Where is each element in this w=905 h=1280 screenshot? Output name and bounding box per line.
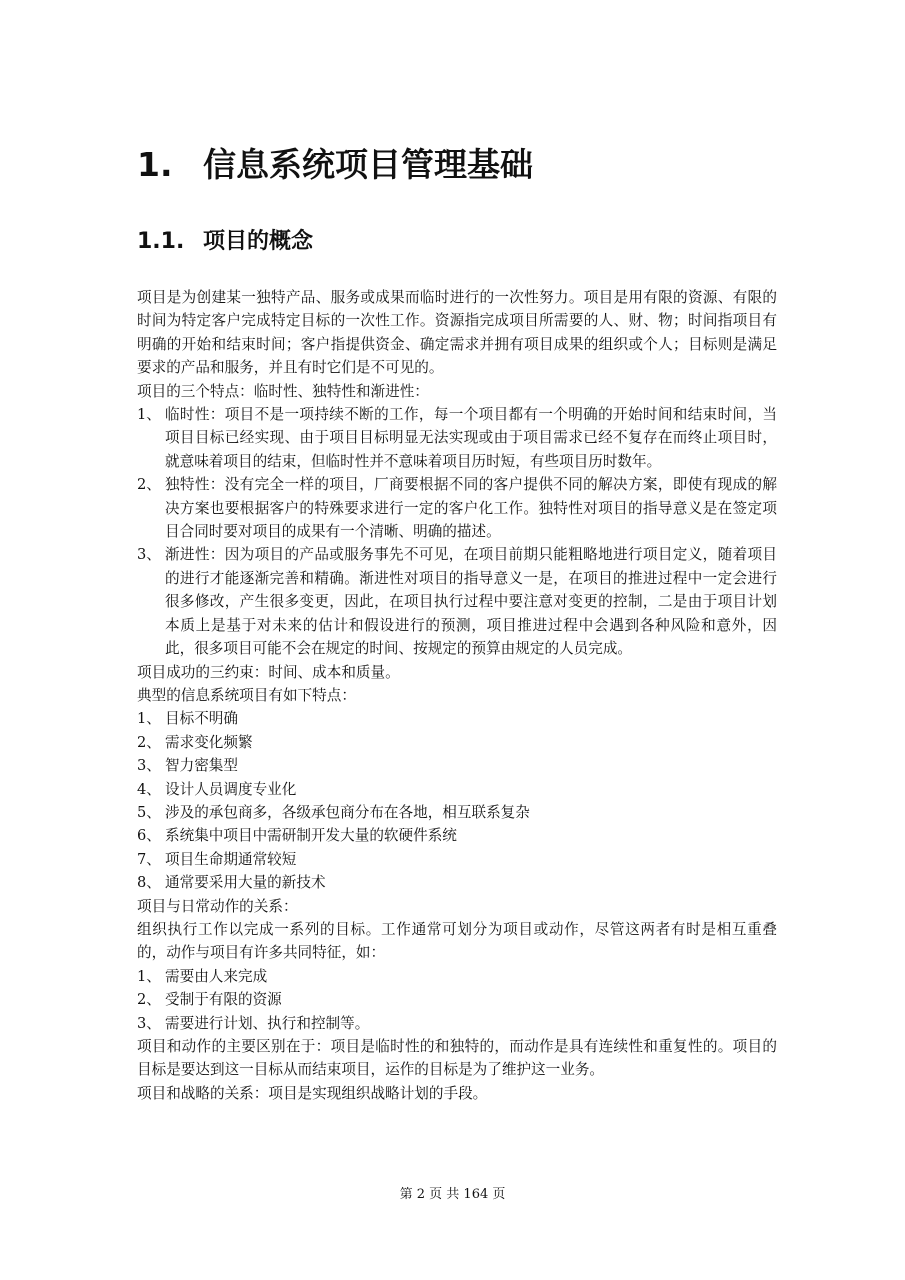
section-body (137, 286, 777, 1105)
list-text: 受制于有限的资源 (165, 991, 282, 1009)
list-number: 8、 (137, 874, 161, 892)
chapter-heading (137, 141, 533, 189)
list-text: 渐进性：因为项目的产品或服务事先不可见，在项目前期只能粗略地进行项目定义，随着项目的进行才能逐渐完善和精确。渐进性对项目的指导意义一是，在项目的推进过程中一定会进行很多修改，产生很多变更，因此，在项目执行过程中要注意对变更的控制，二是由于项目计划本质上是基于对未来的估计和假设进行的预测，项目推进过程中会遇到各种风险和意外，因此，很多项目可能不会在规定的时间、按规定的预算由规定的人员完成。 (165, 546, 777, 658)
list-text: 系统集中项目中需研制开发大量的软硬件系统 (165, 827, 457, 845)
strategy-paragraph: 项目和战略的关系：项目是实现组织战略计划的手段。 (137, 1084, 488, 1102)
list-item (137, 754, 777, 777)
list-item (137, 801, 777, 824)
list-text: 独特性：没有完全一样的项目，厂商要根据不同的客户提供不同的解决方案，即使有现成的解决方案也要根据客户的特殊要求进行一定的客户化工作。独特性对项目的指导意义是在签定项目合同时要对项目的成果有一个清晰、明确的描述。 (165, 476, 777, 541)
list-item (137, 403, 777, 473)
list-text: 目标不明确 (165, 710, 238, 728)
list-number: 1、 (137, 406, 161, 424)
list-item (137, 778, 777, 801)
list-number: 4、 (137, 780, 161, 798)
list-text: 涉及的承包商多，各级承包商分布在各地，相互联系复杂 (165, 803, 530, 821)
features-intro: 项目的三个特点：临时性、独特性和渐进性： (137, 382, 429, 400)
list-number: 1、 (137, 967, 161, 985)
list-text: 项目生命期通常较短 (165, 850, 297, 868)
traits-intro: 典型的信息系统项目有如下特点： (137, 686, 356, 704)
list-item (137, 824, 777, 847)
list-number: 2、 (137, 733, 161, 751)
list-number: 2、 (137, 476, 161, 494)
operations-heading-line: 项目与日常动作的关系： (137, 897, 298, 915)
list-number: 7、 (137, 850, 161, 868)
difference-paragraph: 项目和动作的主要区别在于：项目是临时性的和独特的，而动作是具有连续性和重复性的。项目的目标是要达到这一目标从而结束项目，运作的目标是为了维护这一业务。 (137, 1038, 777, 1079)
list-item (137, 543, 777, 660)
list-item (137, 871, 777, 894)
list-item (137, 473, 777, 543)
list-number: 2、 (137, 991, 161, 1009)
section-heading (137, 225, 313, 259)
constraints-paragraph: 项目成功的三约束：时间、成本和质量。 (137, 663, 400, 681)
chapter-number: 1. (137, 145, 173, 184)
list-item (137, 1012, 777, 1035)
list-text: 需要进行计划、执行和控制等。 (165, 1014, 370, 1032)
list-item (137, 731, 777, 754)
project-definition-paragraph: 项目是为创建某一独特产品、服务或成果而临时进行的一次性努力。项目是用有限的资源、有限的时间为特定客户完成特定目标的一次性工作。资源指完成项目所需要的人、财、物；时间指项目有明确的开始和结束时间；客户指提供资金、确定需求并拥有项目成果的组织或个人；目标则是满足要求的产品和服务，并且有时它们是不可见的。 (137, 289, 777, 377)
list-item (137, 848, 777, 871)
list-text: 智力密集型 (165, 757, 238, 775)
list-item (137, 988, 777, 1011)
section-number: 1.1. (137, 229, 185, 254)
list-number: 3、 (137, 546, 161, 564)
list-number: 6、 (137, 827, 161, 845)
section-title: 项目的概念 (203, 229, 314, 254)
list-number: 3、 (137, 757, 161, 775)
list-number: 5、 (137, 803, 161, 821)
list-item (137, 707, 777, 730)
list-item (137, 965, 777, 988)
list-text: 需求变化频繁 (165, 733, 253, 751)
chapter-title: 信息系统项目管理基础 (203, 145, 533, 184)
list-number: 1、 (137, 710, 161, 728)
page-footer: 第 2 页 共 164 页 (399, 1187, 506, 1202)
list-text: 通常要采用大量的新技术 (165, 874, 326, 892)
list-text: 设计人员调度专业化 (165, 780, 297, 798)
list-text: 临时性：项目不是一项持续不断的工作，每一个项目都有一个明确的开始时间和结束时间，当项目目标已经实现、由于项目目标明显无法实现或由于项目需求已经不复存在而终止项目时，就意味着项目的结束，但临时性并不意味着项目历时短，有些项目历时数年。 (165, 406, 777, 470)
operations-paragraph: 组织执行工作以完成一系列的目标。工作通常可划分为项目或动作，尽管这两者有时是相互重叠的，动作与项目有许多共同特征，如： (137, 920, 777, 962)
list-text: 需要由人来完成 (165, 967, 268, 985)
list-number: 3、 (137, 1014, 161, 1032)
